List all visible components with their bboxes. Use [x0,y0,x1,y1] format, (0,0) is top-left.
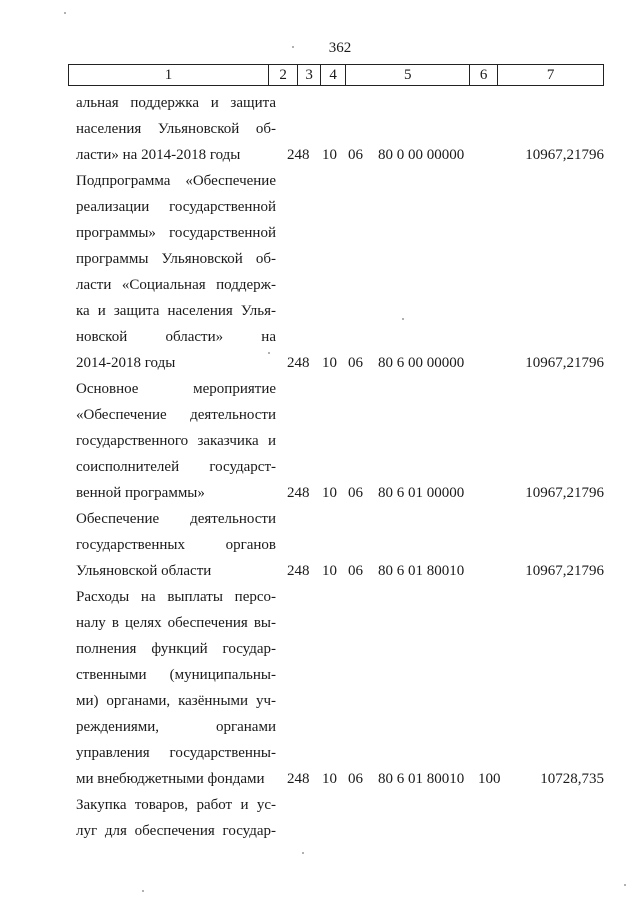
header-col-5: 5 [346,65,470,85]
description-line: населения Ульяновской об- [76,121,276,137]
description-line: программы» государственной [76,225,276,241]
table-header [68,64,604,86]
description-line: Подпрограмма «Обеспечение [76,173,276,189]
cell-amount: 10967,21796 [525,355,604,371]
cell-code: 248 [287,771,310,787]
row-description [76,792,276,844]
description-line: реализации государственной [76,199,276,215]
cell-csr: 80 6 01 80010 [378,771,465,787]
scan-speck [302,852,304,854]
description-line: 2014-2018 годы [76,355,176,371]
header-col-3: 3 [298,65,321,85]
scan-speck [142,890,144,892]
description-line: луг для обеспечения государ- [76,823,276,839]
scan-speck [268,352,270,354]
description-line: соисполнителей государст- [76,459,276,475]
cell-amount: 10967,21796 [525,147,604,163]
cell-code: 248 [287,355,310,371]
description-line: ми внебюджетными фондами [76,771,265,787]
cell-csr: 80 6 01 00000 [378,485,465,501]
description-line: новской области» на [76,329,276,345]
scan-speck [292,46,294,48]
description-line: Ульяновской области [76,563,212,579]
cell-amount: 10967,21796 [525,563,604,579]
cell-section: 10 [322,355,337,371]
cell-csr: 80 6 00 00000 [378,355,465,371]
scan-speck [402,318,404,320]
cell-code: 248 [287,563,310,579]
description-line: государственных органов [76,537,276,553]
cell-section: 10 [322,147,337,163]
description-line: Основное мероприятие [76,381,276,397]
header-col-1: 1 [69,65,269,85]
scan-speck [624,884,626,886]
description-line: полнения функций государ- [76,641,276,657]
description-line: ласти «Социальная поддерж- [76,277,276,293]
cell-subsection: 06 [348,563,363,579]
header-col-4: 4 [321,65,347,85]
cell-csr: 80 0 00 00000 [378,147,465,163]
cell-section: 10 [322,771,337,787]
cell-subsection: 06 [348,485,363,501]
row-description [76,376,276,506]
scan-speck [64,12,66,14]
description-line: Обеспечение деятельности [76,511,276,527]
cell-subsection: 06 [348,771,363,787]
description-line: программы Ульяновской об- [76,251,276,267]
description-line: венной программы» [76,485,205,501]
description-line: реждениями, органами [76,719,276,735]
header-col-7: 7 [546,67,555,83]
description-line: ласти» на 2014-2018 годы [76,147,241,163]
cell-subsection: 06 [348,355,363,371]
header-col-6: 6 [470,65,498,85]
cell-section: 10 [322,563,337,579]
description-line: налу в целях обеспечения вы- [76,615,276,631]
description-line: Расходы на выплаты персо- [76,589,276,605]
row-description [76,506,276,584]
cell-csr: 80 6 01 80010 [378,563,465,579]
description-line: Закупка товаров, работ и ус- [76,797,276,813]
cell-subsection: 06 [348,147,363,163]
cell-section: 10 [322,485,337,501]
cell-code: 248 [287,485,310,501]
cell-code: 248 [287,147,310,163]
row-description [76,584,276,792]
row-description [76,168,276,376]
description-line: альная поддержка и защита [76,95,276,111]
description-line: государственного заказчика и [76,433,276,449]
cell-amount: 10728,735 [540,771,604,787]
description-line: «Обеспечение деятельности [76,407,276,423]
description-line: управления государственны- [76,745,276,761]
description-line: ка и защита населения Улья- [76,303,276,319]
page-number: 362 [328,40,352,56]
description-line: ственными (муниципальны- [76,667,276,683]
row-description [76,90,276,168]
cell-type: 100 [478,771,501,787]
cell-amount: 10967,21796 [525,485,604,501]
description-line: ми) органами, казёнными уч- [76,693,276,709]
header-col-2: 2 [269,65,298,85]
